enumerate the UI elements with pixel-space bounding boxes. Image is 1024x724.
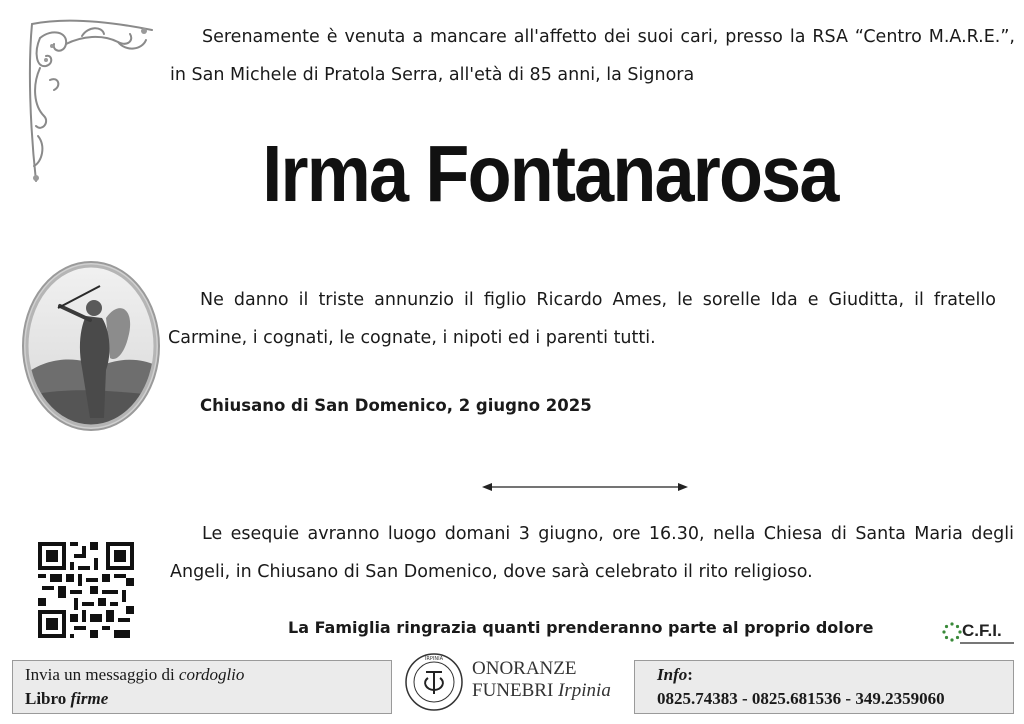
corner-flourish-icon — [22, 16, 157, 186]
guestbook-prefix: Libro — [25, 689, 71, 708]
cfi-logo — [942, 620, 1014, 648]
emblem-top-text: IRPINIA — [424, 656, 444, 662]
logo-line-2-b: Irpinia — [558, 680, 611, 701]
phone-numbers[interactable]: 0825.74383 - 0825.681536 - 349.2359060 — [657, 689, 945, 708]
info-box[interactable] — [634, 660, 1014, 714]
funeral-paragraph: Le esequie avranno luogo domani 3 giugno, ore 16.30, nella Chiesa di Santa Maria degli Angeli, in Chiusano di San Domenico, dove sarà celebrato il rito religioso. — [170, 524, 1014, 582]
funeral-home-emblem-icon — [404, 652, 464, 712]
condolence-prefix: Invia un messaggio di — [25, 665, 179, 684]
intro-paragraph: Serenamente è venuta a mancare all'affetto dei suoi cari, presso la RSA “Centro M.A.R.E.”, in San Michele di Pratola Serra, all'età di 85 anni, la Signora — [170, 27, 1015, 85]
logo-line-1: ONORANZE — [472, 658, 577, 679]
guestbook-word: firme — [70, 689, 109, 708]
announcement-paragraph: Ne danno il triste annunzio il figlio Ricardo Ames, le sorelle Ida e Giuditta, il fratello Carmine, i cognati, le cognate, i nipoti ed i parenti tutti. — [168, 290, 996, 348]
condolence-word: cordoglio — [178, 665, 245, 684]
cfi-dots-icon — [942, 622, 962, 642]
deceased-name: Irma Fontanarosa — [262, 129, 838, 218]
double-arrow-divider — [480, 479, 690, 495]
place-date: Chiusano di San Domenico, 2 giugno 2025 — [200, 396, 592, 415]
funeral-home-logo[interactable] — [404, 650, 626, 720]
qr-code-icon[interactable] — [38, 542, 134, 638]
info-colon: : — [687, 665, 693, 684]
info-label: Info — [657, 665, 688, 684]
condolence-box[interactable] — [12, 660, 392, 714]
logo-line-2-a: FUNEBRI — [472, 680, 559, 701]
saint-michael-photo — [20, 258, 162, 434]
thanks-line: La Famiglia ringrazia quanti prenderanno parte al proprio dolore — [288, 618, 874, 637]
cfi-logo-text: C.F.I. — [962, 621, 1002, 640]
